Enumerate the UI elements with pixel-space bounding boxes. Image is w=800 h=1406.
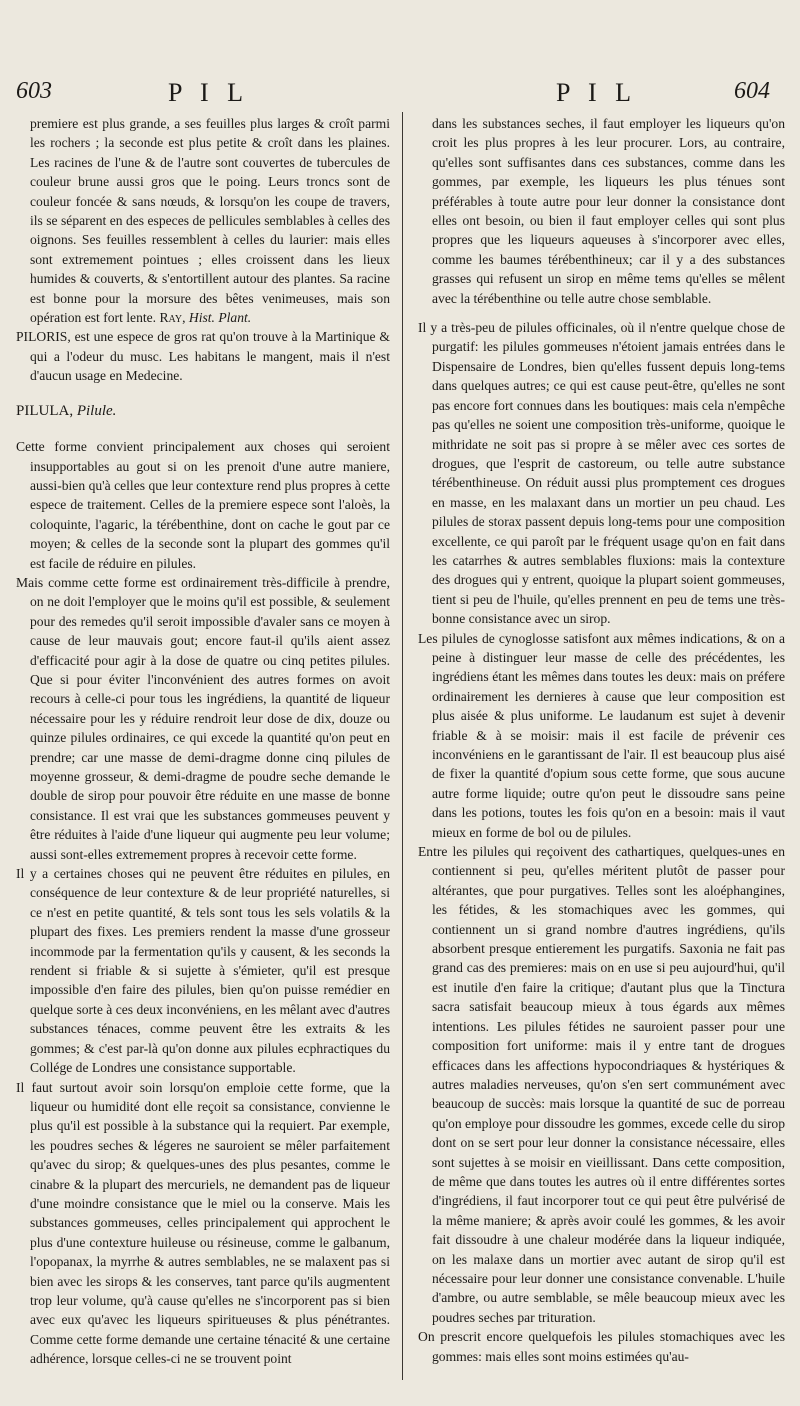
entry-gloss: Pilule.: [76, 402, 117, 419]
running-header: [0, 78, 800, 112]
paragraph: Entre les pilules qui reçoivent des cathartiques, quelques-unes en contiennent si peu, qu'elles méritent plutôt de passer pour altérantes, que pour purgatives. Telles sont les aloéphangines, les fétides, & les stomachiques avec les gommes, qui contiennent un si grand nombre d'autres ingrédiens, qu'ils absorbent presque entierement les purgatifs. Saxonia ne fait pas grand cas des premieres: mais on en use si peu aujourd'hui, qu'il est inutile d'en faire la critique; d'autant plus que la Tinctura sacra satisfait beaucoup mieux à tous égards aux mêmes intentions. Les pilules fétides ne sauroient passer pour une composition fort uniforme: mais il y entre tant de drogues efficaces dans les affections hypocondriaques & hystériques & autres maladies nerveuses, qu'on s'en sert communément avec beaucoup de succès: mais lorsque la quantité de suc de porreau qu'on employe pour dissoudre les gommes, excede celle du sirop dont on se sert pour leur donner la consistance nécessaire, elles sont sujettes à se moisir en vieillissant. Dans cette composition, de même que dans toutes les autres où il entre différentes sortes d'ingrédiens, il faut incorporer tout ce qui peut être pulvérisé de la même maniere; & après avoir coulé les gommes, & les avoir fait dissoudre à une chaleur modérée dans la liqueur indiquée, on les malaxe dans un mortier avec autant de sirop qu'il est nécessaire pour leur donner une consistance convenable. L'huile d'ambre, ou autre semblable, se mêle beaucoup mieux avec les poudres seches par trituration.: [418, 844, 785, 1325]
column-divider: [402, 112, 403, 1380]
paragraph: Mais comme cette forme est ordinairement très-difficile à prendre, on ne doit l'employer que le moins qu'il est possible, & seulement pour des remedes qu'il seroit impossible d'avaler sans ce moyen à cause de leur mauvais gout; encore faut-il qu'ils aient assez d'efficacité pour agir à la dose de quatre ou cinq petites pilules. Que si pour éviter l'inconvénient des autres formes on avoit recours à celle-ci pour tous les ingrédiens, la quantité de liqueur nécessaire pour les y réduire rendroit leur dose de dix, douze ou quinze pilules ordinaires, ce qui excede la quantité qu'on peut en prendre; car une masse de demi-dragme donne cinq pilules de moyenne grosseur, & demi-dragme de poudre seche demande le double de sirop pour pouvoir être réduite en une masse de bonne consistance. Il est vrai que les substances gommeuses peuvent y être réduites à l'aide d'une liqueur qui augmente peu leur volume; aussi sont-elles extremement propres à recevoir cette forme.: [16, 574, 390, 862]
left-column: [16, 114, 390, 1384]
page-number-left: 603: [16, 78, 52, 104]
entry-text: , est une espece de gros rat qu'on trouve à la Martinique & qui a l'odeur du musc. Les habitans le mangent, mais il n'est d'aucun usage en Medecine.: [30, 329, 390, 384]
paragraph: On prescrit encore quelquefois les pilules stomachiques avec les gommes: mais elles sont moins estimées qu'au-: [418, 1329, 785, 1364]
paragraph: Cette forme convient principalement aux choses qui seroient insupportables au gout si on les prenoit d'une autre maniere, aussi-bien qu'à celles que leur contexture rend plus propres à cette espece de traitement. Celles de la premiere espece sont l'aloès, la coloquinte, l'agaric, la térébenthine, dont on cache le gout par ce moyen; & celles de la seconde sont la plupart des gommes qu'il est facile de réduire en pilules.: [16, 439, 390, 571]
paragraph: Il faut surtout avoir soin lorsqu'on emploie cette forme, que la liqueur ou humidité dont elle reçoit sa consistance, convienne le plus qu'il est possible à la substance qui la requiert. Par exemple, les poudres seches & légeres ne sauroient se mêler parfaitement qu'avec du sirop; & quelques-unes des plus pesantes, comme le cinabre & la plupart des mercuriels, ne demandent pas de liqueur d'une moindre consistance que le miel ou la conserve. Mais les substances gommeuses, celles principalement qui approchent le plus d'une contexture huileuse ou résineuse, comme le galbanum, l'opopanax, la myrrhe & autres semblables, ne se malaxent pas si bien avec les sirops & les conserves, tant parce qu'ils augmentent trop leur volume, qu'à cause qu'elles ne s'incorporent pas si bien avec eux qu'avec les liqueurs spiritueuses & plus pénétrantes. Comme cette forme demande une certaine ténacité & une certaine adhérence, lorsque celles-ci ne se trouvent point: [16, 1079, 390, 1367]
headword-right: P I L: [556, 78, 638, 107]
paragraph: Les pilules de cynoglosse satisfont aux mêmes indications, & on a peine à distinguer leur masse de celle des précédentes, les ingrédiens étant les mêmes dans toutes les deux: mais on préfere ordinairement les dernieres à cause que leur composition est plus aisée & plus uniforme. Le laudanum est sujet à devenir friable & à se moisir: mais il est facile de prévenir ces inconvéniens en le garantissant de l'air. Il est beaucoup plus aisé de fixer la quantité d'opium sous cette forme, que sous aucune autre forme liquide; outre qu'on peut le dissoudre sans peine dans les potions, toutes les fois qu'on en a besoin: mais il vaut mieux en forme de bol ou de pilules.: [418, 630, 785, 840]
right-column: [418, 114, 785, 1384]
paragraph-continuation: dans les substances seches, il faut employer les liqueurs qu'on croit les plus propres à les leur procurer. Lors, au contraire, qu'elles sont suffisantes dans ces substances, comme dans les gommes, par exemple, les liqueurs les plus ténues sont préférables à toute autre pour leur donner la consistance dont elles ont besoin, ou bien il faut employer celles qui sont plus propres que les liqueurs aqueuses à s'incorporer avec elles, comme les baumes térébenthineux; car il y a des substances grasses qui refusent un sirop en même tems qu'elles se mêlent avec la térébenthine ou telle autre chose semblable.: [432, 116, 785, 306]
spacer: [16, 421, 390, 437]
entry-heading-pilula: PILULA, Pilule.: [16, 402, 117, 419]
spacer: [418, 308, 785, 318]
entry-term: PILULA: [16, 402, 70, 419]
entry-piloris: [16, 327, 390, 385]
entry-term: PILORIS: [16, 329, 68, 345]
paragraph-text: premiere est plus grande, a ses feuilles plus larges & croît parmi les rochers ; la seconde est plus petite & croît dans les plaines. Les racines de l'une & de l'autre sont couvertes de tubercules de couleur brune aussi gros que le poing. Leurs troncs sont de couleur foncée & sans nœuds, & lorsqu'on les coupe de travers, ils se séparent en des especes de pellicules semblables à celles des oignons. Ses feuilles ressemblent à celles du laurier: mais elles sont extremement pointues ; elles croissent dans les lieux humides & couverts, & s'entortillent autour des plantes. Sa racine est bonne pour la morsure des bêtes venimeuses, mais son opération est fort lente.: [30, 116, 390, 326]
headword-left: P I L: [168, 78, 250, 107]
page-number-right: 604: [734, 78, 770, 104]
spacer: [16, 386, 390, 402]
paragraph: Il y a certaines choses qui ne peuvent être réduites en pilules, en conséquence de leur contexture & de leur propriété naturelles, si ce n'est en petite quantité, & tels sont tous les sels volatils & la plupart des fixes. Les premiers rendent la masse d'une grosseur incommode par la fermentation qu'ils y causent, & les seconds la rendent si friable & si sujette à s'émieter, qu'il est presque impossible d'en faire des pilules, bien qu'on puisse remédier en quelque sorte à ces deux inconvéniens, en les mêlant avec d'autres substances ténaces, comme peuvent être les extraits & les gommes; & c'est par-là qu'on donne aux pilules ecphractiques du Collége de Londres une consistance supportable.: [16, 866, 390, 1076]
paragraph: Il y a très-peu de pilules officinales, où il n'entre quelque chose de purgatif: les pilules gommeuses n'étoient jamais entrées dans le Dispensaire de Londres, bien qu'elles fussent depuis long-tems dans quelques autres; ce qui est cause peut-être, qu'elles ne sont pas encore fort connues dans les boutiques: mais cela n'empêche pas qu'elles ne soient une composition très-uniforme, quoique le mithridate ne soit pas si propre à se mêler avec ces sortes de drogues, que l'esprit de castoreum, ou telle autre substance térébenthineuse. On réduit aussi plus promptement ces drogues en masse, en les malaxant dans un mortier un peu chaud. Les pilules de storax passent depuis long-tems pour une composition excellente, ce qui paroît par le fréquent usage qu'on en fait dans les catarrhes & autres semblables fluxions: mais la contexture des drogues qui y entrent, quoique la plupart soient gommeuses, tient si peu de l'huile, qu'elles prennent en peu de tems une très-bonne consistance avec un sirop.: [418, 320, 785, 627]
paragraph-continuation: premiere est plus grande, a ses feuilles plus larges & croît parmi les rochers ; la seconde est plus petite & croît dans les plaines. Les racines de l'une & de l'autre sont couvertes de tubercules de couleur brune aussi gros que le poing. Leurs troncs sont de couleur foncée & sans nœuds, & lorsqu'on les coupe de travers, ils se séparent en des especes de pellicules semblables à celles des oignons. Ses feuilles ressemblent à celles du laurier: mais elles sont extremement pointues ; elles croissent dans les lieux humides & couverts, & s'entortillent autour des plantes. Sa racine est bonne pour la morsure des bêtes venimeuses, mais son opération est fort lente. Ray, Hist. Plant.: [30, 116, 390, 326]
reference-work: Hist. Plant.: [188, 310, 252, 326]
reference-author: Ray: [159, 310, 183, 326]
